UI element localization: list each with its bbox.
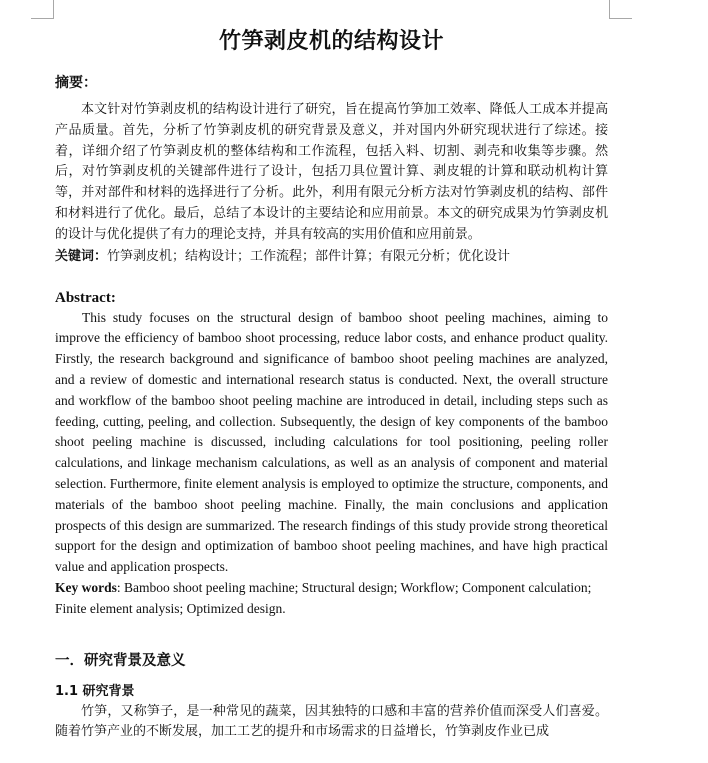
section-body-text: 竹笋，又称笋子，是一种常见的蔬菜，因其独特的口感和丰富的营养价值而深受人们喜爱。随着竹笋产业的不断发展，加工工艺的提升和市场需求的日益增长，竹笋剥皮作业已成: [55, 703, 608, 740]
crop-mark-top-left: [31, 0, 54, 19]
keywords-cn: [55, 246, 608, 267]
document-title: 竹笋剥皮机的结构设计: [218, 29, 444, 54]
keywords-cn-label: 关键词：: [55, 248, 108, 264]
keywords-en-label: Key words: [55, 579, 117, 595]
section-heading: 一．研究背景及意义: [55, 652, 186, 669]
subsection-heading: 1.1 研究背景: [55, 683, 135, 699]
abstract-en-label: Abstract:: [55, 289, 116, 306]
keywords-en-text: : Bamboo shoot peeling machine; Structural design; Workflow; Component calculation; Finite element analysis; Optimized design.: [55, 579, 592, 616]
crop-mark-top-right: [609, 0, 632, 19]
abstract-en-text: This study focuses on the structural design of bamboo shoot peeling machines, aiming to improve the efficiency of bamboo shoot processing, reduce labor costs, and enhance product quality. Firstly, the research background and significance of bamboo shoot peeling machines are analyzed, and a review of domestic and international research status is conducted. Next, the overall structure and workflow of the bamboo shoot peeling machine are introduced in detail, including steps such as feeding, cutting, peeling, and collection. Subsequently, the design of key components of the bamboo shoot peeling machine is discussed, including calculations for tool positioning, peeling roller calculations, and linkage mechanism calculations, as well as an analysis of component and material selection. Furthermore, finite element analysis is employed to optimize the structure, components, and materials of the bamboo shoot peeling machine. Finally, the main conclusions and application prospects of this design are summarized. The research findings of this study provide strong theoretical support for the design and optimization of bamboo shoot peeling machines, and have high practical value and application prospects.: [55, 309, 608, 575]
document-page: [55, 24, 608, 743]
abstract-cn-text: 本文针对竹笋剥皮机的结构设计进行了研究，旨在提高竹笋加工效率、降低人工成本并提高产品质量。首先，分析了竹笋剥皮机的研究背景及意义，并对国内外研究现状进行了综述。接着，详细介绍了竹笋剥皮机的整体结构和工作流程，包括入料、切割、剥壳和收集等步骤。然后，对竹笋剥皮机的关键部件进行了设计，包括刀具位置计算、剥皮辊的计算和联动机构计算等，并对部件和材料的选择进行了分析。此外，利用有限元分析方法对竹笋剥皮机的结构、部件和材料进行了优化。最后，总结了本设计的主要结论和应用前景。本文的研究成果为竹笋剥皮机的设计与优化提供了有力的理论支持，并具有较高的实用价值和应用前景。: [55, 102, 608, 242]
abstract-cn-label: 摘要：: [55, 75, 97, 91]
keywords-en: [55, 578, 608, 620]
keywords-cn-text: 竹笋剥皮机；结构设计；工作流程；部件计算；有限元分析；优化设计: [107, 248, 511, 264]
